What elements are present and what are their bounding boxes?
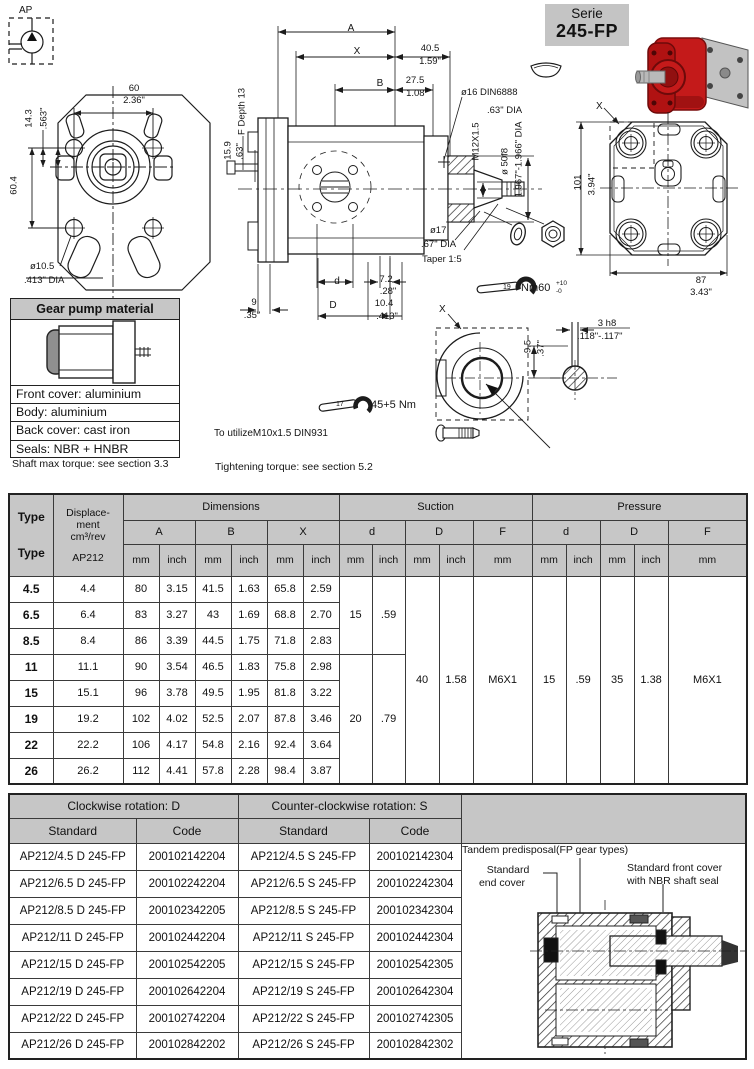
tandem-label-text: Tandem predisposal	[462, 844, 556, 856]
unit-inch: inch	[566, 544, 600, 576]
b-in: 2.28	[231, 758, 267, 784]
a-in: 4.17	[159, 732, 195, 758]
side-dim-X: X	[353, 46, 361, 57]
x-in: 2.59	[303, 576, 339, 602]
side-dim-405-in: 1.59"	[419, 56, 441, 67]
a-in: 3.54	[159, 654, 195, 680]
side-dim-A: A	[347, 23, 355, 34]
ccw-standard-cell: AP212/8.5 S 245-FP	[238, 897, 369, 924]
side-dim-9: 9	[251, 297, 257, 308]
front-cover-label-2: with NBR shaft seal	[627, 875, 719, 887]
header-clockwise: Clockwise rotation: D	[9, 794, 238, 818]
side-pilot-dia-in: 1.967"-1.966" DIA	[513, 121, 525, 198]
unit-mm: mm	[473, 544, 532, 576]
x-in: 3.64	[303, 732, 339, 758]
b-mm: 43	[195, 602, 231, 628]
cw-standard-cell: AP212/26 D 245-FP	[9, 1032, 136, 1059]
cw-code-cell: 200102442204	[136, 924, 238, 951]
cw-code-cell: 200102242204	[136, 870, 238, 897]
a-in: 3.27	[159, 602, 195, 628]
front-dim-143: 14.3	[23, 109, 35, 128]
type-cell: 22	[9, 732, 53, 758]
suction-D-mm: 40	[405, 576, 439, 784]
pressure-D-mm: 35	[600, 576, 634, 784]
disp-cell: 22.2	[53, 732, 123, 758]
a-mm: 90	[123, 654, 159, 680]
sub-header-B: B	[195, 520, 267, 544]
header-code-cw: Code	[136, 818, 238, 843]
b-in: 2.16	[231, 732, 267, 758]
b-in: 2.07	[231, 706, 267, 732]
type-label-bottom: Type	[17, 546, 45, 561]
header-code-ccw: Code	[369, 818, 461, 843]
pressure-F: M6X1	[668, 576, 747, 784]
b-in: 1.69	[231, 602, 267, 628]
wrench-17-icon	[318, 392, 376, 420]
suction-d-in-group2: .79	[372, 654, 405, 784]
x-in: 2.83	[303, 628, 339, 654]
displacement-unit: cm³/rev	[70, 530, 106, 543]
cw-code-cell: 200102542205	[136, 951, 238, 978]
pressure-d-mm: 15	[532, 576, 566, 784]
unit-mm: mm	[405, 544, 439, 576]
sub-header-suction-d: d	[339, 520, 405, 544]
sub-header-pressure-F: F	[668, 520, 747, 544]
b-in: 1.63	[231, 576, 267, 602]
side-dim-159: 15.9	[222, 141, 234, 160]
cw-standard-cell: AP212/15 D 245-FP	[9, 951, 136, 978]
detail-x-label: X	[439, 304, 446, 315]
ccw-code-cell: 200102842302	[369, 1032, 461, 1059]
front-hole-dia-in: .413" DIA	[24, 275, 65, 286]
material-row: Front cover: aluminium	[11, 386, 179, 404]
col-header-displacement	[53, 494, 123, 576]
suction-d-mm-group1: 15	[339, 576, 372, 654]
pump-side-icon	[37, 320, 155, 384]
back-dim-87-in: 3.43"	[690, 287, 712, 298]
a-in: 4.02	[159, 706, 195, 732]
end-cover-label-2: end cover	[478, 877, 526, 889]
x-mm: 81.8	[267, 680, 303, 706]
x-mm: 68.8	[267, 602, 303, 628]
a-in: 4.41	[159, 758, 195, 784]
unit-mm: mm	[195, 544, 231, 576]
side-dim-d: d	[334, 276, 340, 287]
a-mm: 80	[123, 576, 159, 602]
header-filler	[461, 794, 746, 843]
group-header-suction: Suction	[339, 494, 532, 520]
cw-standard-cell: AP212/11 D 245-FP	[9, 924, 136, 951]
ccw-code-cell: 200102742305	[369, 1005, 461, 1032]
type-cell: 11	[9, 654, 53, 680]
tandem-label-sub: (FP gear types)	[555, 844, 629, 856]
a-mm: 102	[123, 706, 159, 732]
material-pump-icon-area	[11, 320, 179, 386]
b-mm: 46.5	[195, 654, 231, 680]
b-in: 1.83	[231, 654, 267, 680]
cw-standard-cell: AP212/4.5 D 245-FP	[9, 843, 136, 870]
woodruff-key-icon	[528, 58, 564, 80]
ap-symbol-label: AP	[19, 5, 33, 16]
cw-code-cell: 200102642204	[136, 978, 238, 1005]
material-info-box	[10, 298, 180, 458]
key-width-label: 3 h8	[597, 318, 617, 329]
unit-inch: inch	[634, 544, 668, 576]
displacement-series: AP212	[72, 551, 104, 564]
wrench-19-size: 19	[503, 284, 511, 291]
key-height-label-in: .37"	[535, 340, 547, 357]
front-dim-60-in: 2.36"	[123, 95, 145, 106]
pressure-d-in: .59	[566, 576, 600, 784]
cw-standard-cell: AP212/6.5 D 245-FP	[9, 870, 136, 897]
header-standard-ccw: Standard	[238, 818, 369, 843]
sub-header-pressure-D: D	[600, 520, 668, 544]
series-value: 245-FP	[555, 20, 619, 41]
x-in: 2.98	[303, 654, 339, 680]
ccw-code-cell: 200102242304	[369, 870, 461, 897]
side-dim-405: 40.5	[420, 43, 440, 54]
group-header-dimensions: Dimensions	[123, 494, 339, 520]
ccw-code-cell: 200102642304	[369, 978, 461, 1005]
unit-mm: mm	[532, 544, 566, 576]
unit-inch: inch	[231, 544, 267, 576]
cw-code-cell: 200102842202	[136, 1032, 238, 1059]
pressure-D-in: 1.38	[634, 576, 668, 784]
detail-torque-label: 45+5 Nm	[371, 399, 416, 411]
ccw-standard-cell: AP212/26 S 245-FP	[238, 1032, 369, 1059]
suction-d-mm-group2: 20	[339, 654, 372, 784]
side-dim-104: 10.4	[374, 298, 394, 309]
x-in: 2.70	[303, 602, 339, 628]
suction-F: M6X1	[473, 576, 532, 784]
front-dim-604: 60.4	[8, 176, 20, 195]
x-mm: 65.8	[267, 576, 303, 602]
nut-torque-tol-dn: -0	[556, 288, 562, 296]
detail-bolt-note: To utilizeM10x1.5 DIN931	[214, 428, 328, 439]
tightening-torque-note: Tightening torque: see section 5.2	[215, 461, 373, 473]
x-mm: 87.8	[267, 706, 303, 732]
x-in: 3.87	[303, 758, 339, 784]
displacement-label-1: Displace-	[66, 506, 110, 519]
x-mm: 71.8	[267, 628, 303, 654]
cw-code-cell: 200102742204	[136, 1005, 238, 1032]
front-hole-dia: ø10.5	[30, 261, 55, 272]
unit-mm: mm	[267, 544, 303, 576]
ccw-standard-cell: AP212/11 S 245-FP	[238, 924, 369, 951]
displacement-label-2: ment	[76, 518, 100, 531]
unit-inch: inch	[303, 544, 339, 576]
side-dim-275-in: 1.08"	[406, 88, 428, 99]
key-height-label: 9.5	[522, 339, 534, 354]
ccw-standard-cell: AP212/22 S 245-FP	[238, 1005, 369, 1032]
ccw-code-cell: 200102142304	[369, 843, 461, 870]
disp-cell: 15.1	[53, 680, 123, 706]
cw-code-cell: 200102142204	[136, 843, 238, 870]
side-dim-72: 7.2	[379, 274, 393, 285]
unit-inch: inch	[159, 544, 195, 576]
side-shaft-dia: ø17	[430, 225, 447, 236]
side-fdepth-label: F Depth 13	[236, 87, 248, 135]
side-taper-label: Taper 1:5	[422, 254, 462, 265]
type-cell: 8.5	[9, 628, 53, 654]
wrench-17-size: 17	[336, 401, 344, 408]
a-mm: 106	[123, 732, 159, 758]
front-dim-60: 60	[128, 83, 140, 94]
tandem-label	[462, 844, 628, 856]
unit-mm: mm	[123, 544, 159, 576]
header-counter-clockwise: Counter-clockwise rotation: S	[238, 794, 461, 818]
b-mm: 52.5	[195, 706, 231, 732]
back-dim-101-in: 3.94"	[586, 173, 598, 196]
a-in: 3.15	[159, 576, 195, 602]
side-dim-275: 27.5	[405, 75, 425, 86]
header-standard-cw: Standard	[9, 818, 136, 843]
side-shaft-dia-in: .67" DIA	[421, 239, 457, 250]
x-mm: 75.8	[267, 654, 303, 680]
disp-cell: 8.4	[53, 628, 123, 654]
sub-header-suction-F: F	[473, 520, 532, 544]
ccw-code-cell: 200102542305	[369, 951, 461, 978]
type-cell: 19	[9, 706, 53, 732]
nut-torque-tol-up: +10	[556, 280, 568, 287]
front-cover-label-1: Standard front cover	[627, 862, 723, 874]
type-cell: 6.5	[9, 602, 53, 628]
disp-cell: 26.2	[53, 758, 123, 784]
sub-header-suction-D: D	[405, 520, 473, 544]
sub-header-pressure-d: d	[532, 520, 600, 544]
b-mm: 41.5	[195, 576, 231, 602]
sub-header-A: A	[123, 520, 195, 544]
b-in: 1.95	[231, 680, 267, 706]
dimensions-table	[8, 493, 748, 785]
b-mm: 44.5	[195, 628, 231, 654]
material-box-title: Gear pump material	[11, 299, 179, 320]
unit-inch: inch	[439, 544, 473, 576]
back-x-label: X	[596, 101, 603, 112]
ccw-code-cell: 200102342304	[369, 897, 461, 924]
ccw-standard-cell: AP212/6.5 S 245-FP	[238, 870, 369, 897]
a-mm: 112	[123, 758, 159, 784]
ccw-standard-cell: AP212/4.5 S 245-FP	[238, 843, 369, 870]
suction-D-in: 1.58	[439, 576, 473, 784]
ccw-standard-cell: AP212/15 S 245-FP	[238, 951, 369, 978]
back-dim-101: 101	[572, 174, 584, 191]
b-mm: 49.5	[195, 680, 231, 706]
group-header-pressure: Pressure	[532, 494, 747, 520]
a-mm: 83	[123, 602, 159, 628]
side-dim-B: B	[376, 78, 384, 89]
side-key-note: ø16 DIN6888	[461, 87, 518, 98]
material-row: Body: aluminium	[11, 404, 179, 422]
series-label: Serie	[571, 6, 603, 21]
cw-standard-cell: AP212/22 D 245-FP	[9, 1005, 136, 1032]
ccw-code-cell: 200102442304	[369, 924, 461, 951]
back-dim-87: 87	[695, 275, 707, 286]
unit-mm: mm	[600, 544, 634, 576]
front-dim-563-in: .563"	[38, 107, 50, 130]
x-mm: 98.4	[267, 758, 303, 784]
disp-cell: 4.4	[53, 576, 123, 602]
disp-cell: 6.4	[53, 602, 123, 628]
ccw-standard-cell: AP212/19 S 245-FP	[238, 978, 369, 1005]
unit-mm: mm	[339, 544, 372, 576]
cw-standard-cell: AP212/8.5 D 245-FP	[9, 897, 136, 924]
a-mm: 96	[123, 680, 159, 706]
x-in: 3.22	[303, 680, 339, 706]
col-header-type	[9, 494, 53, 576]
type-cell: 15	[9, 680, 53, 706]
side-dim-D: D	[329, 300, 337, 311]
side-key-note-in: .63" DIA	[487, 105, 523, 116]
type-cell: 26	[9, 758, 53, 784]
unit-inch: inch	[372, 544, 405, 576]
cw-standard-cell: AP212/19 D 245-FP	[9, 978, 136, 1005]
side-dim-9-in: .35"	[243, 310, 261, 321]
x-in: 3.46	[303, 706, 339, 732]
bolt-icon	[433, 423, 491, 443]
end-cover-label-1: Standard	[486, 864, 530, 876]
b-mm: 54.8	[195, 732, 231, 758]
type-cell: 4.5	[9, 576, 53, 602]
side-pilot-dia: ø 50f8	[499, 147, 511, 175]
a-mm: 86	[123, 628, 159, 654]
side-dim-72-in: .28"	[379, 286, 397, 297]
type-label-top: Type	[17, 510, 45, 525]
nut-torque-label: Nm60	[521, 282, 551, 294]
unit-mm: mm	[668, 544, 747, 576]
material-row: Seals: NBR + HNBR	[16, 441, 129, 456]
b-in: 1.75	[231, 628, 267, 654]
material-row: Back cover: cast iron	[11, 422, 179, 440]
disp-cell: 19.2	[53, 706, 123, 732]
side-thread-label: M12X1.5	[470, 122, 482, 161]
disp-cell: 11.1	[53, 654, 123, 680]
cw-code-cell: 200102342205	[136, 897, 238, 924]
a-in: 3.39	[159, 628, 195, 654]
shaft-torque-note: Shaft max torque: see section 3.3	[12, 458, 169, 470]
sub-header-X: X	[267, 520, 339, 544]
side-dim-159-in: .63"	[234, 143, 246, 160]
x-mm: 92.4	[267, 732, 303, 758]
b-mm: 57.8	[195, 758, 231, 784]
side-dim-104-in: .413"	[376, 311, 398, 322]
key-width-label-in: .118"-.117"	[577, 331, 623, 342]
suction-d-in-group1: .59	[372, 576, 405, 654]
ap-symbol-drawing	[8, 14, 58, 68]
a-in: 3.78	[159, 680, 195, 706]
